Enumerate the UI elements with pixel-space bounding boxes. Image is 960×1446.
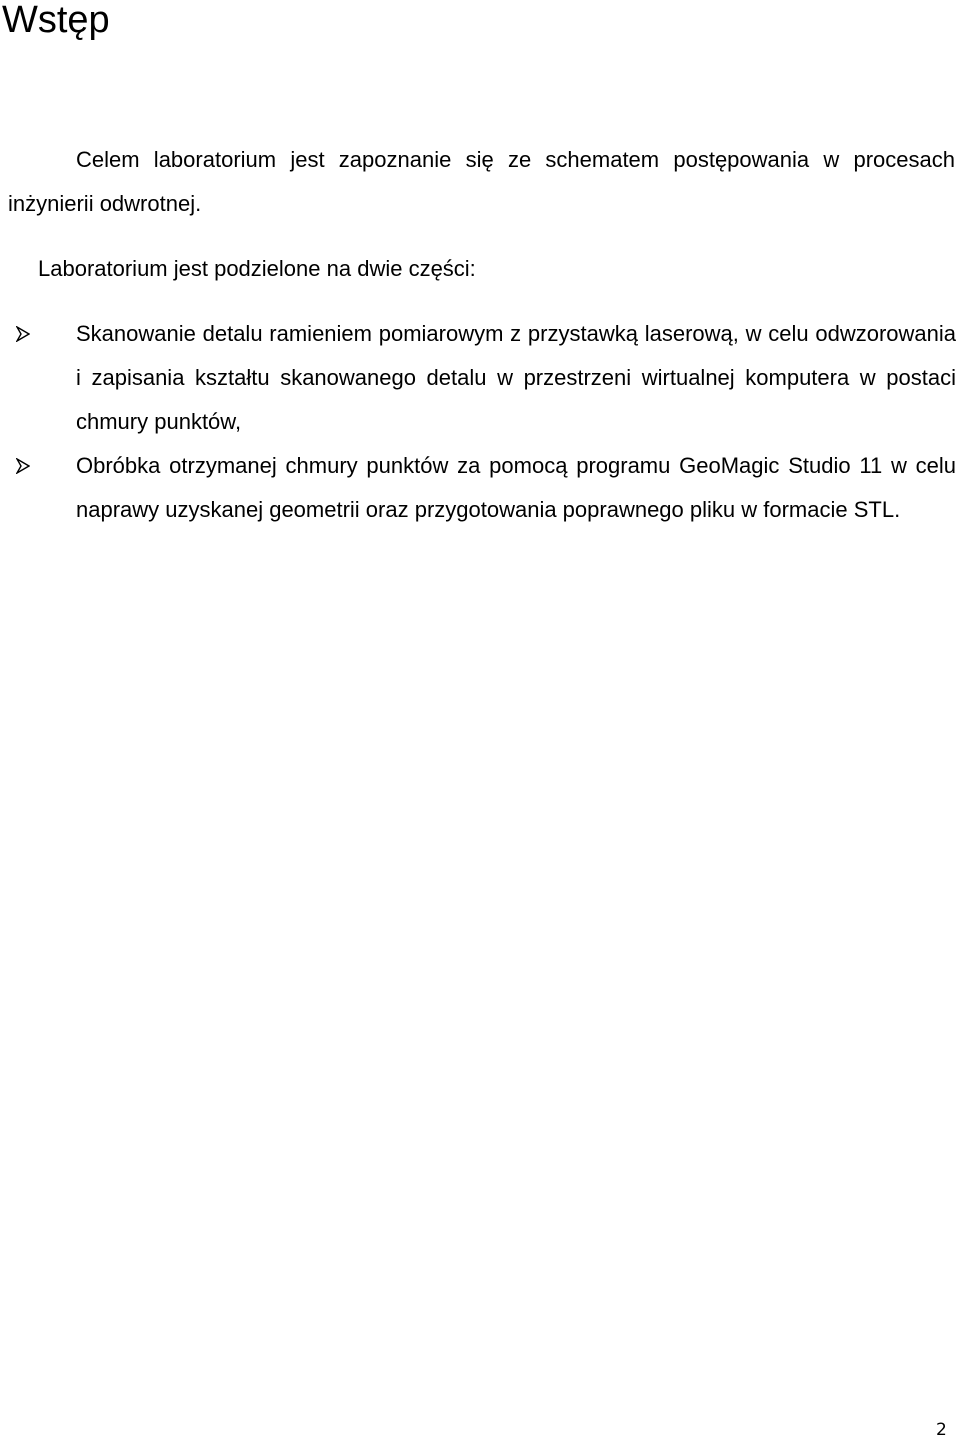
intro-paragraph: Celem laboratorium jest zapoznanie się ze schematem postępowania w procesach inżynierii odwrotnej.	[8, 147, 955, 216]
page-number: 2	[936, 1420, 947, 1440]
arrowhead-bullet-icon	[16, 458, 30, 474]
parts-intro-paragraph: Laboratorium jest podzielone na dwie części:	[38, 256, 476, 281]
list-item-text: Skanowanie detalu ramieniem pomiarowym z przystawką laserową, w celu odwzorowania i zapisania kształtu skanowanego detalu w przestrzeni wirtualnej komputera w postaci chmury punktów,	[76, 321, 956, 434]
list-item	[0, 444, 960, 532]
parts-list	[0, 312, 960, 532]
arrowhead-bullet-icon	[16, 326, 30, 342]
page-title: Wstęp	[2, 0, 110, 41]
list-item-text: Obróbka otrzymanej chmury punktów za pomocą programu GeoMagic Studio 11 w celu naprawy uzyskanej geometrii oraz przygotowania poprawnego pliku w formacie STL.	[76, 453, 956, 522]
list-item	[0, 312, 960, 444]
